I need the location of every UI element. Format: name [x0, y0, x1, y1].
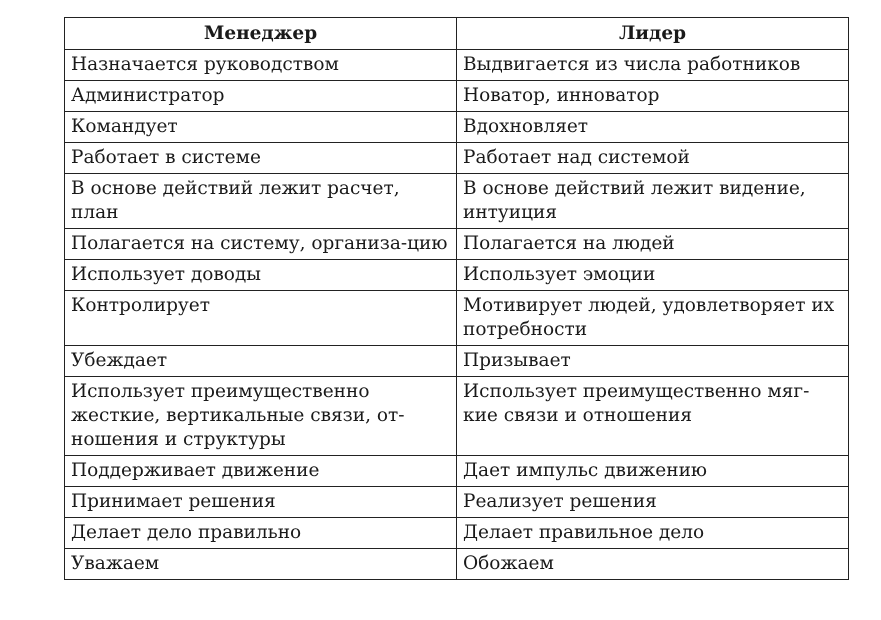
- table-row: [65, 291, 849, 346]
- leader-cell: Выдвигается из числа работников: [457, 50, 849, 81]
- manager-cell: Делает дело правильно: [65, 518, 457, 549]
- manager-cell: Работает в системе: [65, 143, 457, 174]
- table-row: [65, 50, 849, 81]
- manager-cell: Администратор: [65, 81, 457, 112]
- manager-cell: Контролирует: [65, 291, 457, 346]
- manager-cell: В основе действий лежит расчет, план: [65, 174, 457, 229]
- manager-cell: Поддерживает движение: [65, 456, 457, 487]
- table-row: [65, 377, 849, 456]
- comparison-table: [64, 17, 849, 580]
- leader-cell: Вдохновляет: [457, 112, 849, 143]
- table-row: [65, 81, 849, 112]
- table-row: [65, 549, 849, 580]
- leader-cell: Дает импульс движению: [457, 456, 849, 487]
- leader-cell: Обожаем: [457, 549, 849, 580]
- leader-cell: Использует преимущественно мяг-кие связи и отношения: [457, 377, 849, 456]
- table-body: [65, 50, 849, 580]
- leader-cell: Реализует решения: [457, 487, 849, 518]
- header-manager: Менеджер: [65, 18, 457, 50]
- leader-cell: В основе действий лежит видение, интуиция: [457, 174, 849, 229]
- leader-cell: Работает над системой: [457, 143, 849, 174]
- table-row: [65, 174, 849, 229]
- manager-cell: Уважаем: [65, 549, 457, 580]
- table-row: [65, 346, 849, 377]
- manager-cell: Убеждает: [65, 346, 457, 377]
- leader-cell: Мотивирует людей, удовлетворяет их потребности: [457, 291, 849, 346]
- leader-cell: Новатор, инноватор: [457, 81, 849, 112]
- leader-cell: Полагается на людей: [457, 229, 849, 260]
- leader-cell: Делает правильное дело: [457, 518, 849, 549]
- leader-cell: Использует эмоции: [457, 260, 849, 291]
- leader-cell: Призывает: [457, 346, 849, 377]
- table-row: [65, 143, 849, 174]
- manager-cell: Использует преимущественно жесткие, вертикальные связи, от-ношения и структуры: [65, 377, 457, 456]
- table-row: [65, 518, 849, 549]
- manager-cell: Принимает решения: [65, 487, 457, 518]
- manager-cell: Полагается на систему, организа-цию: [65, 229, 457, 260]
- table-row: [65, 487, 849, 518]
- header-row: [65, 18, 849, 50]
- header-leader: Лидер: [457, 18, 849, 50]
- manager-cell: Использует доводы: [65, 260, 457, 291]
- table-row: [65, 456, 849, 487]
- manager-cell: Командует: [65, 112, 457, 143]
- table-row: [65, 112, 849, 143]
- manager-cell: Назначается руководством: [65, 50, 457, 81]
- table-row: [65, 229, 849, 260]
- table-row: [65, 260, 849, 291]
